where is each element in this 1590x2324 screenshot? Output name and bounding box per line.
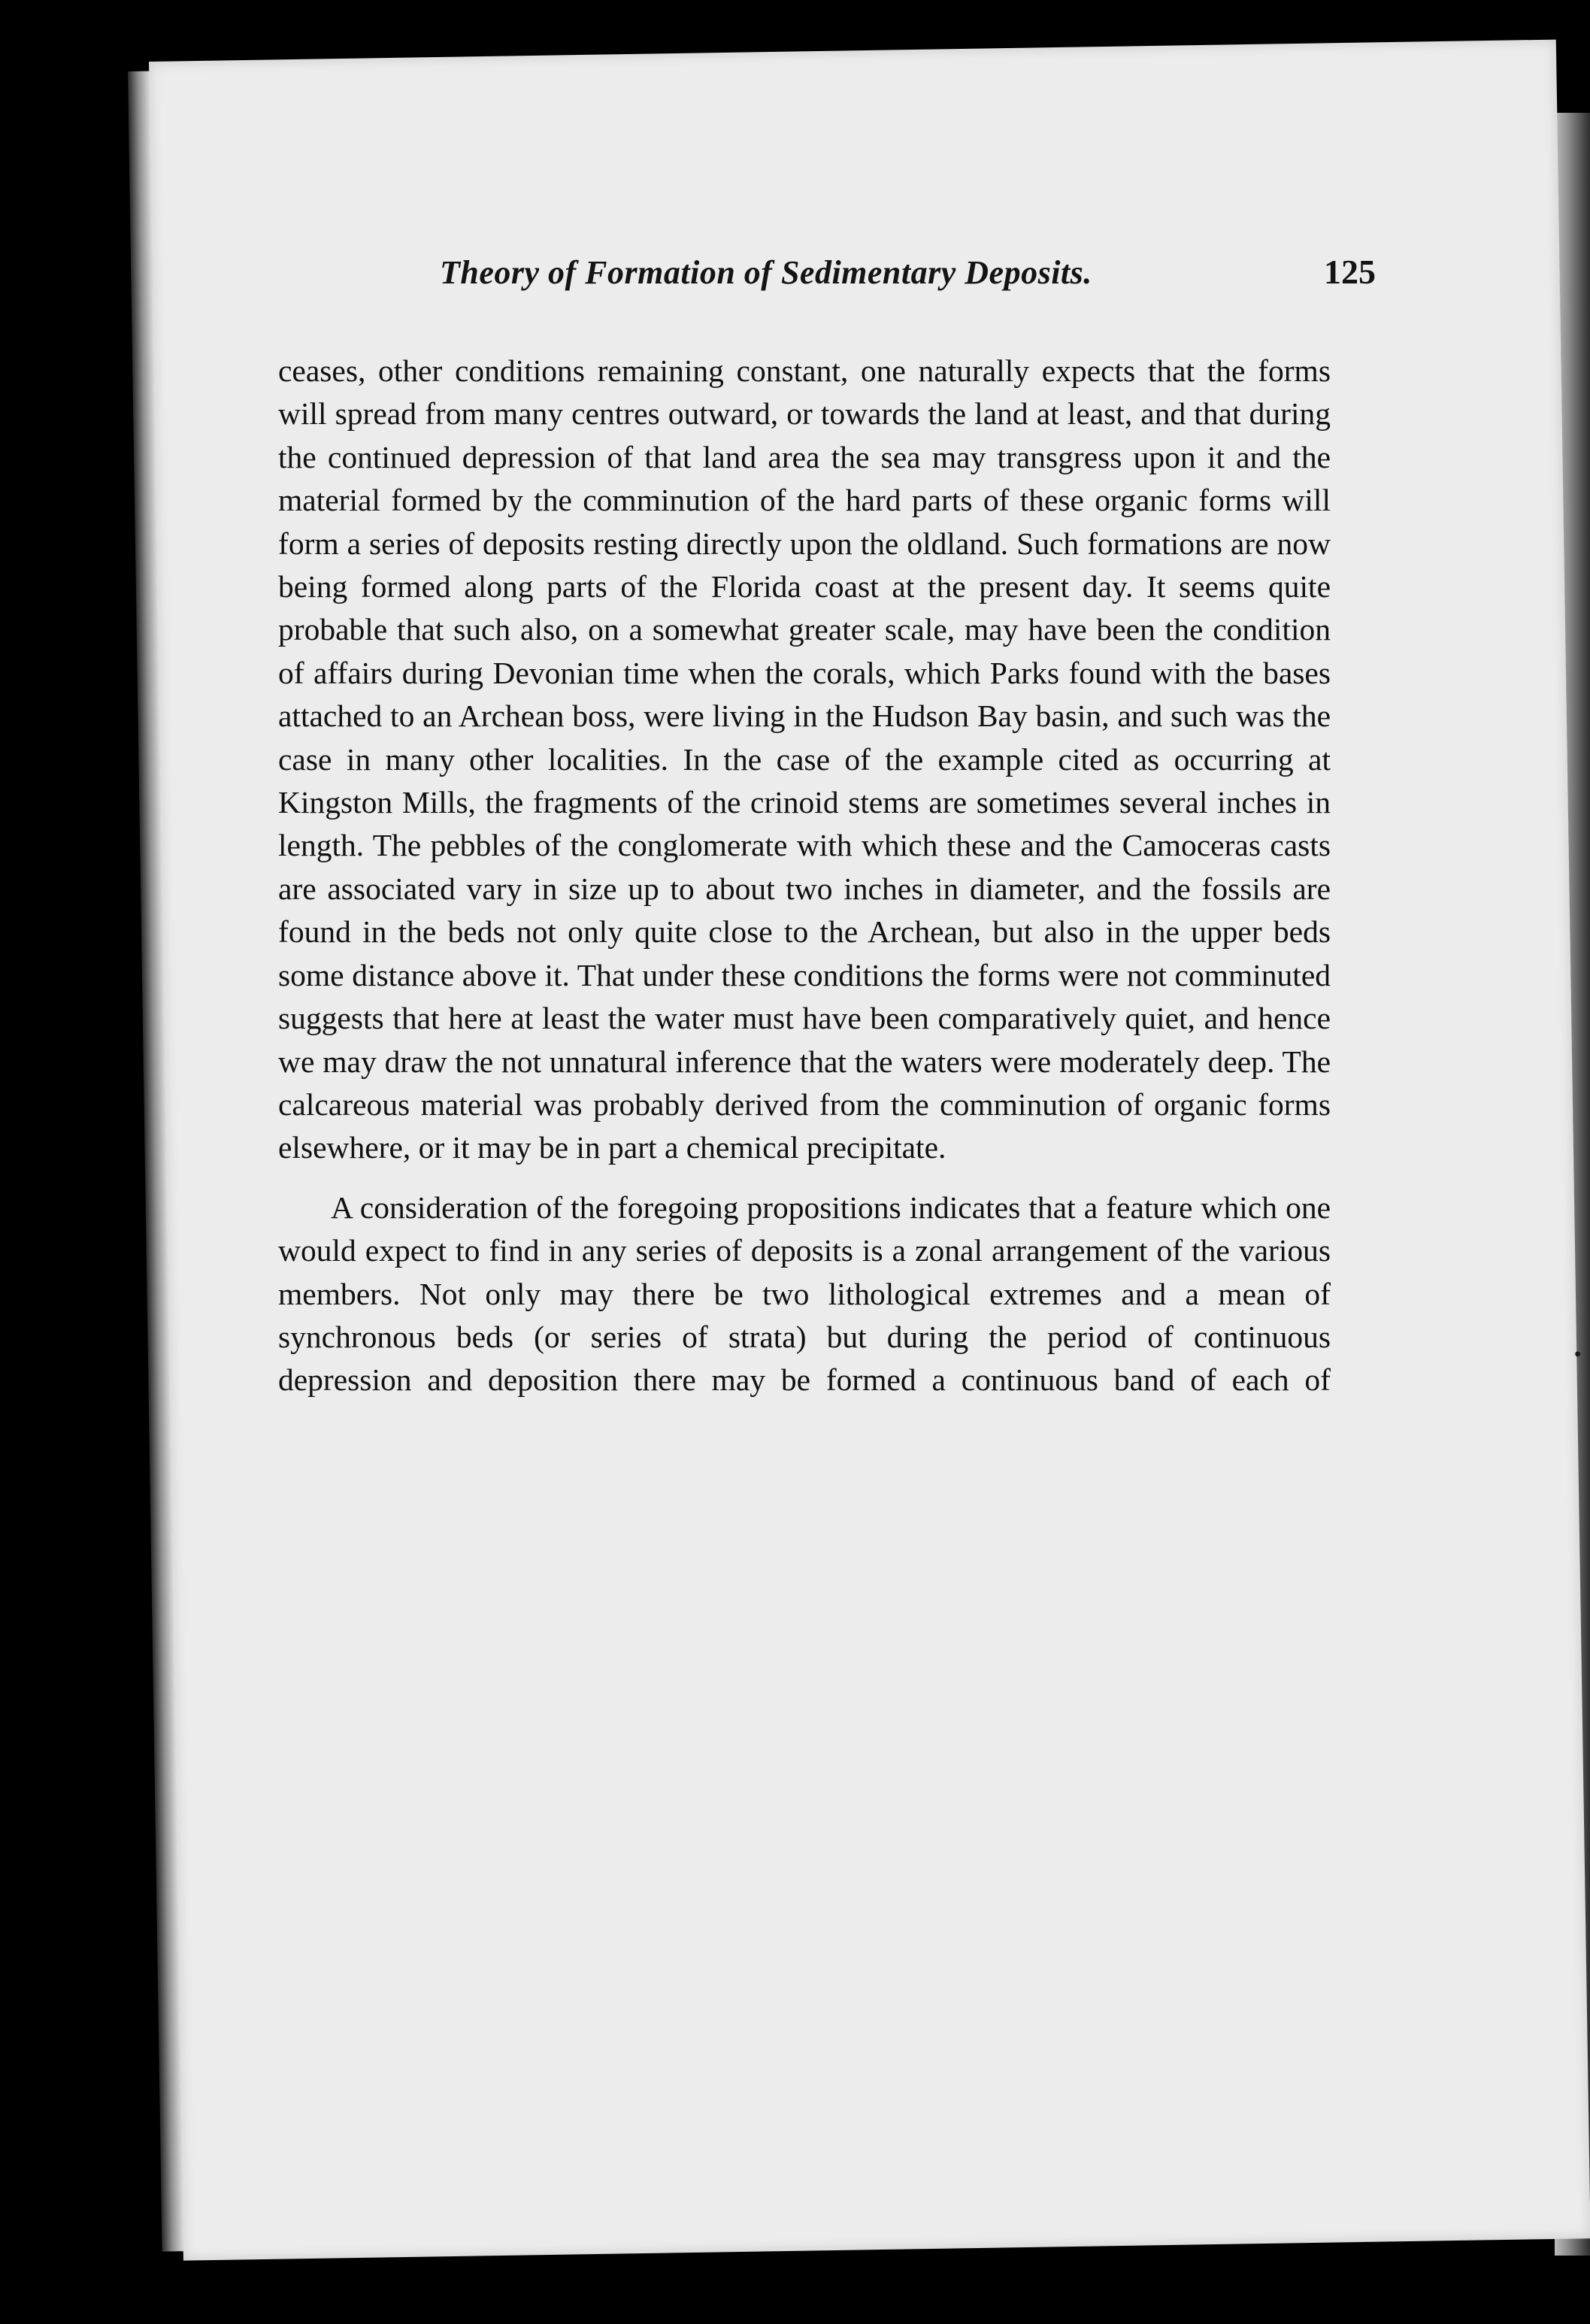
page-number: 125: [1324, 253, 1376, 291]
paragraph: ceases, other conditions remaining constant, one naturally expects that the forms will spread from many centres outward, or towards the land at least, and that during the continued depression of that land area the sea may transgress upon it and the material formed by the comminution of the hard parts of these organic forms will form a series of deposits resting directly upon the oldland. Such formations are now being formed along parts of the Florida coast at the present day. It seems quite probable that such also, on a somewhat greater scale, may have been the condition of affairs during Devonian time when the corals, which Parks found with the bases attached to an Archean boss, were living in the Hudson Bay basin, and such was the case in many other localities. In the case of the example cited as occurring at Kingston Mills, the fragments of the crinoid stems are sometimes several inches in length. The pebbles of the conglomerate with which these and the Camoceras casts are associated vary in size up to about two inches in diameter, and the fossils are found in the beds not only quite close to the Archean, but also in the upper beds some distance above it. That under these conditions the forms were not comminuted suggests that here at least the water must have been comparatively quiet, and hence we may draw the not unnatural inference that the waters were moderately deep. The calcareous material was probably derived from the comminution of organic forms elsewhere, or it may be in part a chemical precipitate.: [278, 353, 1331, 1165]
ink-speck: [1575, 1351, 1580, 1356]
running-title: Theory of Formation of Sedimentary Deposits.: [440, 254, 1092, 291]
body-text: [278, 350, 1331, 1402]
running-header: [440, 252, 1376, 320]
paragraph: A consideration of the foregoing propositions indicates that a feature which one would expect to find in any series of deposits is a zonal arrangement of the various members. Not only may there be two lithological extremes and a mean of synchronous beds (or series of strata) but during the period of continuous depression and deposition there may be formed a continuous band of each of: [278, 1189, 1331, 1398]
